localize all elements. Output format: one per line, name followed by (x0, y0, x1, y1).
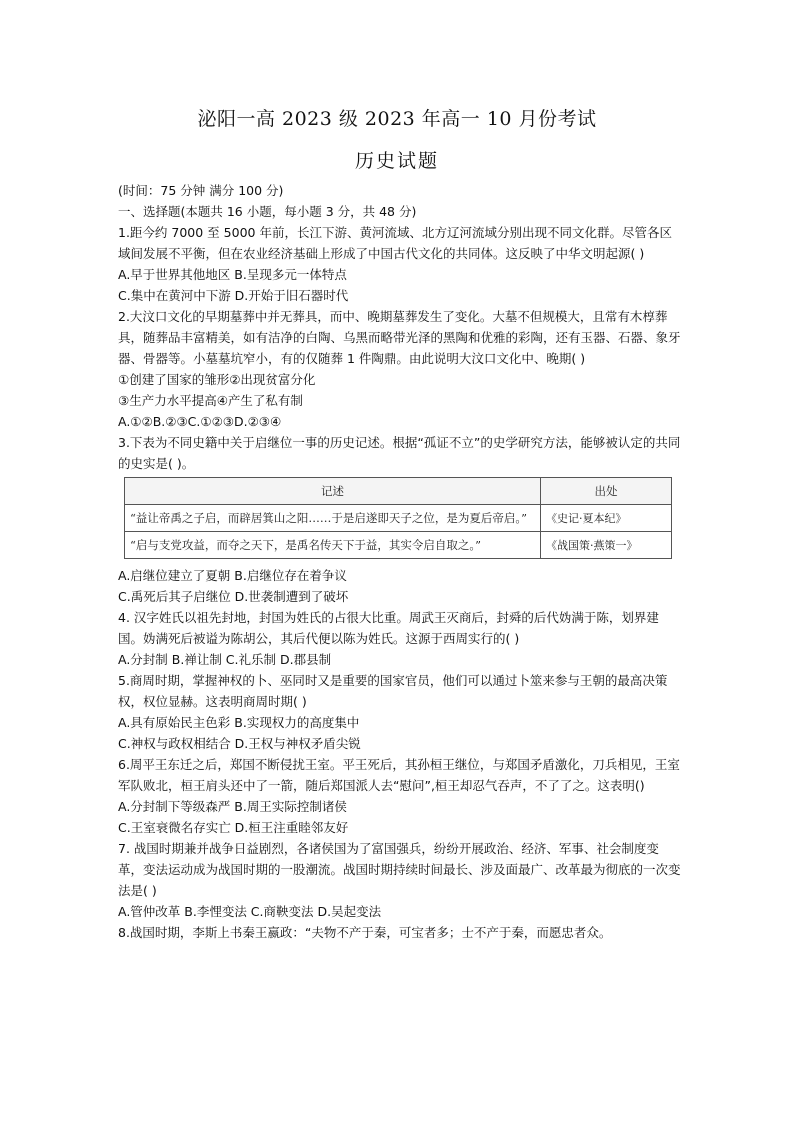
section-heading: 一、选择题(本题共 16 小题，每小题 3 分，共 48 分) (118, 204, 417, 219)
question-6-options-line-2: C.王室衰微名存实亡 D.桓王注重睦邻友好 (118, 820, 349, 835)
table-cell-record: “益让帝禹之子启，而辟居箕山之阳……于是启遂即天子之位，是为夏后帝启。” (125, 505, 541, 532)
exam-time-info: (时间：75 分钟 满分 100 分) (118, 183, 284, 198)
table-row (125, 505, 672, 532)
question-2-stem: 2.大汶口文化的早期墓葬中并无葬具，而中、晚期墓葬发生了变化。大墓不但规模大，且常有木椁葬具，随葬品丰富精美，如有洁净的白陶、乌黑而略带光泽的黑陶和优雅的彩陶，还有玉器、石器、象牙器、骨器等。小墓墓坑窄小，有的仅随葬 1 件陶鼎。由此说明大汶口文化中、晚期( ) (118, 309, 681, 366)
table-cell-record: “启与支党攻益，而夺之天下，是禹名传天下于益，其实令启自取之。” (125, 532, 541, 559)
source-table-header-record: 记述 (125, 478, 541, 505)
table-cell-source: 《史记·夏本纪》 (541, 505, 672, 532)
question-1-options-line-2: C.集中在黄河中下游 D.开始于旧石器时代 (118, 288, 349, 303)
source-table-header-source: 出处 (541, 478, 672, 505)
question-5-stem: 5.商周时期，掌握神权的卜、巫同时又是重要的国家官员，他们可以通过卜筮来参与王朝的最高决策权，权位显赫。这表明商周时期( ) (118, 673, 668, 709)
question-2-statements-line-1: ①创建了国家的雏形②出现贫富分化 (118, 372, 316, 387)
question-6-stem: 6.周平王东迁之后，郑国不断侵扰王室。平王死后，其孙桓王继位，与郑国矛盾激化，刀兵相见，王室军队败北，桓王肩头还中了一箭，随后郑国派人去“慰问”,桓王却忍气吞声，不了了之。这表明() (118, 757, 680, 793)
question-7-stem: 7. 战国时期兼并战争日益剧烈，各诸侯国为了富国强兵，纷纷开展政治、经济、军事、社会制度变革，变法运动成为战国时期的一股潮流。战国时期持续时间最长、涉及面最广、改革最为彻底的一次变法是( ) (118, 841, 681, 898)
exam-subtitle: 历史试题 (354, 150, 439, 172)
question-2-options: A.①②B.②③C.①②③D.②③④ (118, 414, 282, 429)
question-1-options-line-1: A.早于世界其他地区 B.呈现多元一体特点 (118, 267, 347, 282)
question-5-options-line-2: C.神权与政权相结合 D.王权与神权矛盾尖锐 (118, 736, 361, 751)
question-6-options-line-1: A.分封制下等级森严 B.周王实际控制诸侯 (118, 799, 347, 814)
exam-content (118, 180, 682, 943)
question-3-options-line-1: A.启继位建立了夏朝 B.启继位存在着争议 (118, 568, 347, 583)
question-2-statements-line-2: ③生产力水平提高④产生了私有制 (118, 393, 303, 408)
source-table-header-row (125, 478, 672, 505)
exam-title: 泌阳一高 2023 级 2023 年高一 10 月份考试 (197, 108, 597, 130)
table-row (125, 532, 672, 559)
source-table (124, 477, 672, 559)
question-7-options: A.管仲改革 B.李悝变法 C.商鞅变法 D.吴起变法 (118, 904, 382, 919)
question-8-stem: 8.战国时期，李斯上书秦王嬴政：“夫物不产于秦，可宝者多；士不产于秦，而愿忠者众。 (118, 925, 612, 940)
question-4-stem: 4. 汉字姓氏以祖先封地，封国为姓氏的占很大比重。周武王灭商后，封舜的后代妫满于陈，划界建国。妫满死后被谥为陈胡公，其后代便以陈为姓氏。这源于西周实行的( ) (118, 610, 659, 646)
question-3-stem: 3.下表为不同史籍中关于启继位一事的历史记述。根据“孤证不立”的史学研究方法，能够被认定的共同的史实是( )。 (118, 435, 681, 471)
question-4-options: A.分封制 B.禅让制 C.礼乐制 D.郡县制 (118, 652, 332, 667)
table-cell-source: 《战国策·燕策一》 (541, 532, 672, 559)
question-5-options-line-1: A.具有原始民主色彩 B.实现权力的高度集中 (118, 715, 360, 730)
question-1-stem: 1.距今约 7000 至 5000 年前，长江下游、黄河流域、北方辽河流域分别出现不同文化群。尽管各区域间发展不平衡，但在农业经济基础上形成了中国古代文化的共同体。这反映了中华文明起源( ) (118, 225, 672, 261)
question-3-options-line-2: C.禹死后其子启继位 D.世袭制遭到了破坏 (118, 589, 349, 604)
